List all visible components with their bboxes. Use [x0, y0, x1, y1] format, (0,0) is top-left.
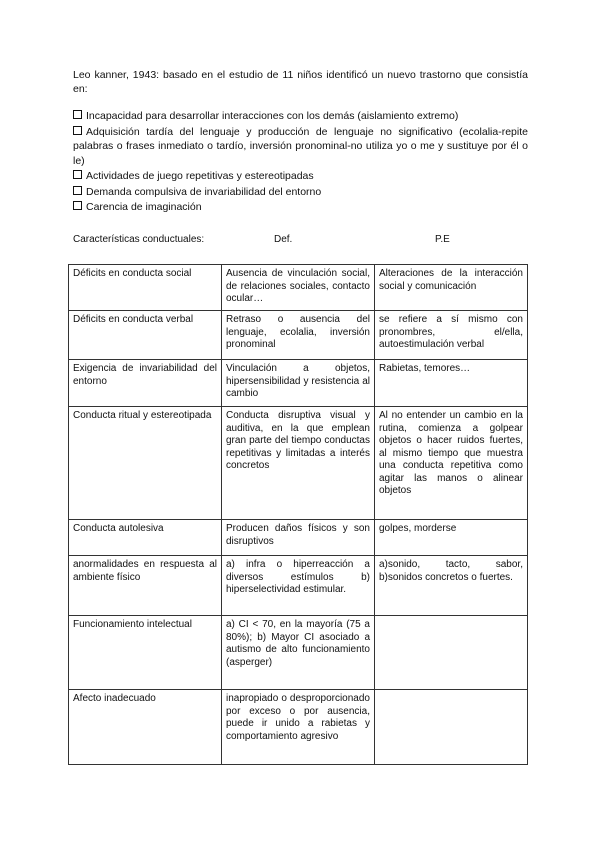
table-cell: Déficits en conducta social — [69, 265, 222, 311]
table-cell: Conducta autolesiva — [69, 520, 222, 556]
table-cell — [375, 690, 528, 765]
def-column-label: Def. — [274, 233, 293, 245]
table-row — [69, 556, 528, 616]
table-cell: inapropiado o desproporcionado por exceso o por ausencia, puede ir unido a rabietas y comportamiento agresivo — [222, 690, 375, 765]
table-cell: Exigencia de invariabilidad del entorno — [69, 360, 222, 407]
list-item: Carencia de imaginación — [73, 200, 528, 215]
table-row — [69, 407, 528, 520]
table-cell: Afecto inadecuado — [69, 690, 222, 765]
table-row — [69, 690, 528, 765]
table-cell — [375, 616, 528, 690]
checkbox-bullet-icon — [73, 110, 82, 119]
table-cell: golpes, morderse — [375, 520, 528, 556]
table-cell: Producen daños físicos y son disruptivos — [222, 520, 375, 556]
table-cell: Funcionamiento intelectual — [69, 616, 222, 690]
table-cell: Rabietas, temores… — [375, 360, 528, 407]
checkbox-bullet-icon — [73, 126, 82, 135]
table-row — [69, 311, 528, 360]
intro-paragraph: Leo kanner, 1943: basado en el estudio de 11 niños identificó un nuevo trastorno que consistía en: — [73, 69, 528, 95]
table-cell: Alteraciones de la interacción social y comunicación — [375, 265, 528, 311]
characteristics-table — [68, 264, 528, 765]
table-cell: Al no entender un cambio en la rutina, comienza a golpear objetos o hacer ruidos fuertes, al mismo tiempo que muestra una conducta repetitiva como agitar las manos o alinear objetos — [375, 407, 528, 520]
characteristics-header — [73, 234, 528, 248]
table-row — [69, 360, 528, 407]
table-row — [69, 520, 528, 556]
symptom-list — [73, 109, 528, 215]
characteristics-label: Características conductuales: — [73, 233, 205, 245]
table-cell: Ausencia de vinculación social, de relaciones sociales, contacto ocular… — [222, 265, 375, 311]
table-cell: a) CI < 70, en la mayoría (75 a 80%); b) Mayor CI asociado a autismo de alto funcionamiento (asperger) — [222, 616, 375, 690]
list-item: Adquisición tardía del lenguaje y producción de lenguaje no significativo (ecolalia-repite palabras o frases inmediato o tardío, inversión pronominal-no utiliza yo o me y sustituye por él o le) — [73, 125, 528, 167]
table-row — [69, 616, 528, 690]
table-cell: anormalidades en respuesta al ambiente físico — [69, 556, 222, 616]
list-item: Actividades de juego repetitivas y estereotipadas — [73, 169, 528, 184]
list-item: Incapacidad para desarrollar interacciones con los demás (aislamiento extremo) — [73, 109, 528, 124]
checkbox-bullet-icon — [73, 170, 82, 179]
table-cell: Vinculación a objetos, hipersensibilidad y resistencia al cambio — [222, 360, 375, 407]
table-cell: Conducta ritual y estereotipada — [69, 407, 222, 520]
checkbox-bullet-icon — [73, 186, 82, 195]
table-cell: Déficits en conducta verbal — [69, 311, 222, 360]
table-row — [69, 265, 528, 311]
pe-column-label: P.E — [435, 233, 450, 245]
table-cell: Retraso o ausencia del lenguaje, ecolalia, inversión pronominal — [222, 311, 375, 360]
table-cell: se refiere a sí mismo con pronombres, el/ella, autoestimulación verbal — [375, 311, 528, 360]
checkbox-bullet-icon — [73, 201, 82, 210]
table-cell: a)sonido, tacto, sabor, b)sonidos concretos o fuertes. — [375, 556, 528, 616]
table-cell: a) infra o hiperreacción a diversos estímulos b) hiperselectividad estimular. — [222, 556, 375, 616]
document-body — [73, 68, 528, 248]
table-cell: Conducta disruptiva visual y auditiva, en la que emplean gran parte del tiempo conductas repetitivas y limitadas a interés concretos — [222, 407, 375, 520]
list-item: Demanda compulsiva de invariabilidad del entorno — [73, 185, 528, 200]
